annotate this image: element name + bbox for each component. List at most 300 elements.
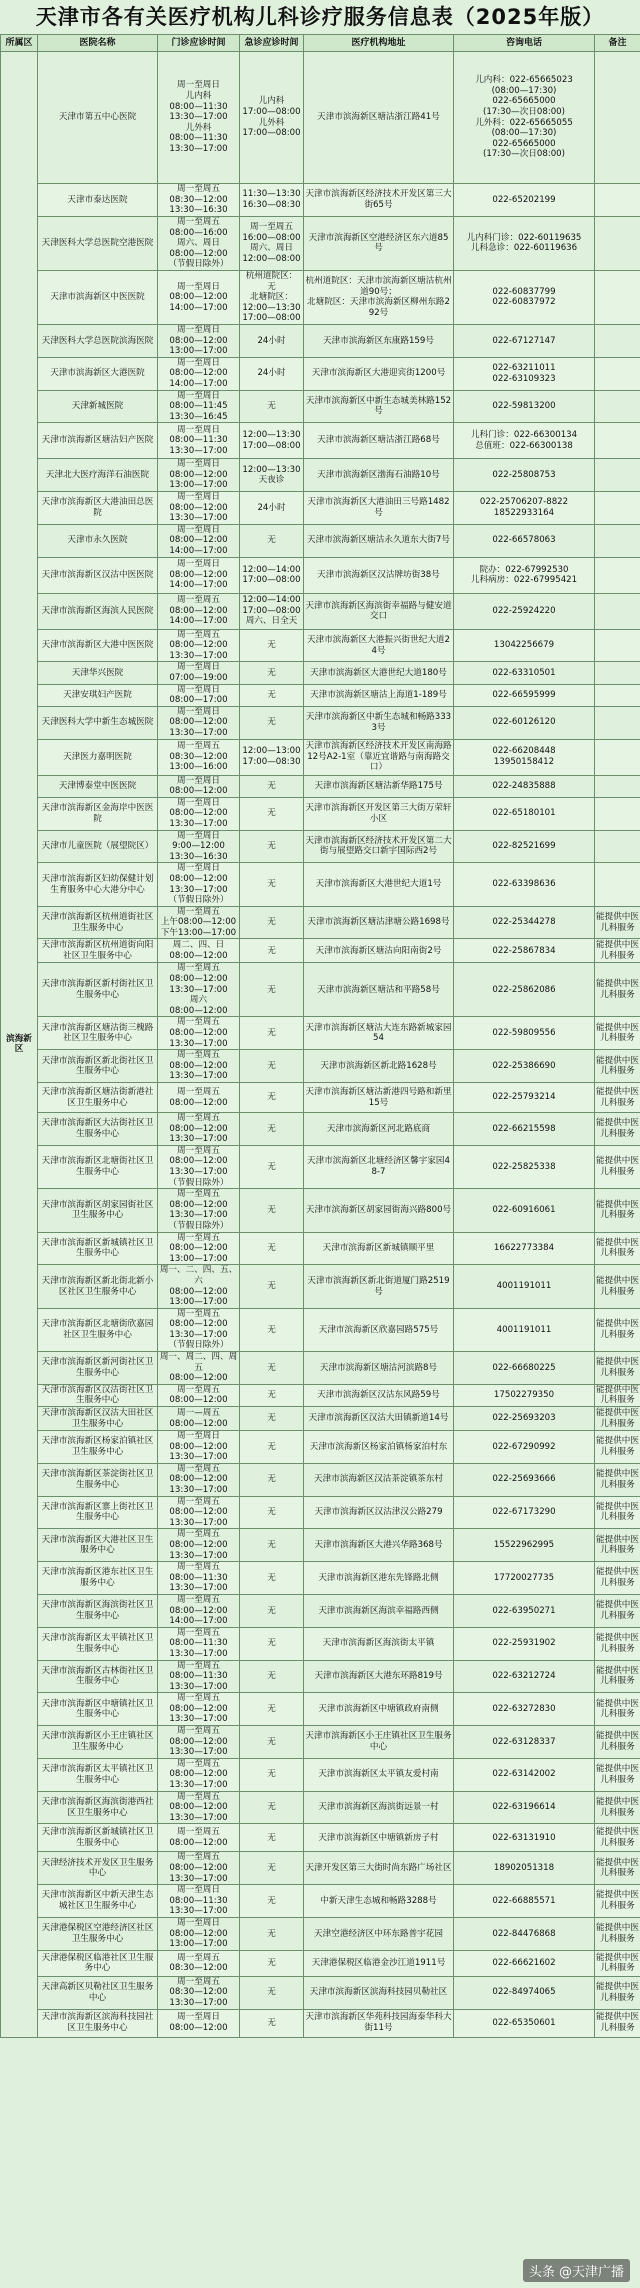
note-cell xyxy=(595,423,640,459)
address-cell: 天津市滨海新区华苑科技园海泰华科大街11号 xyxy=(304,2009,454,2037)
er-hours-cell: 儿内科 17:00—08:00 儿外科 17:00—08:00 xyxy=(240,52,304,184)
phone-cell: 022-65202199 xyxy=(454,184,595,217)
note-cell: 能提供中医儿科服务 xyxy=(596,1384,639,1406)
hospital-name-cell: 天津市滨海新区塘沽街新港社区卫生服务中心 xyxy=(38,1083,158,1113)
er-hours-cell: 24小时 xyxy=(240,357,304,390)
er-hours-cell: 12:00—13:30 17:00—08:00 xyxy=(240,423,304,459)
address-cell: 天津市滨海新区大港世纪大道1号 xyxy=(304,863,454,906)
note-cell: 能提供中医儿科服务 xyxy=(595,1852,640,1885)
hospital-name-cell: 天津市滨海新区海滨人民医院 xyxy=(38,593,158,629)
table-row xyxy=(1,1050,640,1083)
phone-cell: 022-25808753 xyxy=(454,459,595,492)
note-cell: 能提供中医儿科服务 xyxy=(595,1976,640,2009)
note-cell xyxy=(595,270,640,324)
address-cell: 杭州道院区：天津市滨海新区塘沽杭州道90号； 北塘院区：天津市滨海新区柳州东路292号 xyxy=(304,270,454,324)
opd-hours-cell: 周一至周五 08:00—11:30 13:30—17:00 xyxy=(158,1562,240,1595)
table-row xyxy=(1,684,640,706)
phone-cell: 022-25386690 xyxy=(454,1050,595,1083)
er-hours-cell: 无 xyxy=(240,906,304,939)
opd-hours-cell: 周一至周日 08:00—12:00 14:00—17:00 xyxy=(158,557,240,593)
address-cell: 天津市滨海新区塘沽浙江路41号 xyxy=(304,52,454,184)
opd-hours-cell: 周一至周五 08:00—12:00 13:30—17:00 （节假日除外） xyxy=(158,1189,240,1232)
phone-cell: 022-25867834 xyxy=(454,939,595,963)
note-cell: 能提供中医儿科服务 xyxy=(595,1950,640,1976)
table-row xyxy=(1,1562,640,1595)
phone-cell: 17502279350 xyxy=(454,1384,595,1406)
address-cell: 天津市滨海新区塘沽上海道1-189号 xyxy=(304,684,454,706)
address-cell: 天津市滨海新区汉沽东风路59号 xyxy=(304,1384,454,1406)
er-hours-cell: 无 xyxy=(240,706,304,739)
table-row xyxy=(1,1885,640,1918)
table-row xyxy=(1,739,640,775)
table-row xyxy=(1,863,640,906)
er-hours-cell: 无 xyxy=(240,1017,304,1050)
note-cell: 能提供中医儿科服务 xyxy=(595,1758,640,1791)
er-hours-cell: 24小时 xyxy=(240,492,304,525)
phone-cell: 022-63310501 xyxy=(454,662,595,684)
phone-cell: 022-63950271 xyxy=(454,1594,595,1627)
er-hours-cell: 无 xyxy=(240,684,304,706)
note-cell xyxy=(595,459,640,492)
address-cell: 天津市滨海新区新北路1628号 xyxy=(304,1050,454,1083)
table-row xyxy=(1,797,640,830)
hospital-name-cell: 天津经济技术开发区卫生服务中心 xyxy=(38,1852,158,1885)
note-cell xyxy=(595,739,640,775)
phone-cell: 022-66578063 xyxy=(454,524,595,557)
table-row xyxy=(1,1627,640,1660)
opd-hours-cell: 周一至周五 08:00—12:00 xyxy=(158,1824,240,1852)
phone-cell: 022-60126120 xyxy=(454,706,595,739)
er-hours-cell: 无 xyxy=(240,1726,304,1759)
address-cell: 天津市滨海新区大港油田三号路1482号 xyxy=(304,492,454,525)
opd-hours-cell: 周一至周五 08:30—12:00 13:30—16:30 xyxy=(158,184,240,217)
er-hours-cell: 无 xyxy=(240,1529,304,1562)
phone-cell: 022-67290992 xyxy=(454,1431,595,1464)
er-hours-cell: 无 xyxy=(240,1308,304,1351)
table-row xyxy=(1,1594,640,1627)
er-hours-cell: 无 xyxy=(240,629,304,662)
hospital-name-cell: 天津医力嘉明医院 xyxy=(38,739,158,775)
er-hours-cell: 无 xyxy=(240,1660,304,1693)
hospital-name-cell: 天津市泰达医院 xyxy=(38,184,158,217)
hospital-name-cell: 天津市滨海新区北塘街欣嘉园社区卫生服务中心 xyxy=(38,1308,158,1351)
note-cell: 能提供中医儿科服务 xyxy=(595,1017,640,1050)
opd-hours-cell: 周一、二、四、五、六 08:00—12:00 13:00—17:00 xyxy=(158,1265,240,1308)
er-hours-cell: 12:00—14:00 17:00—08:00 周六、日全天 xyxy=(240,593,304,629)
table-row xyxy=(1,1852,640,1885)
er-hours-cell: 无 xyxy=(240,1050,304,1083)
hospital-name-cell: 天津华兴医院 xyxy=(38,662,158,684)
table-row xyxy=(1,217,640,271)
address-cell: 天津市滨海新区大港振兴街世纪大道24号 xyxy=(304,629,454,662)
col-header-note: 备注 xyxy=(595,35,640,52)
hospital-name-cell: 天津市滨海新区汉沽街社区卫生服务中心 xyxy=(38,1384,158,1406)
opd-hours-cell: 周一至周五 08:30—12:00 13:30—17:00 xyxy=(158,1976,240,2009)
opd-hours-cell: 周一至周日 08:00—17:00 xyxy=(158,684,240,706)
hospital-name-cell: 天津市永久医院 xyxy=(38,524,158,557)
opd-hours-cell: 周一、周二、四、周五 08:00—12:00 xyxy=(158,1352,240,1385)
phone-cell: 022-63128337 xyxy=(454,1726,595,1759)
phone-cell: 022-59809556 xyxy=(454,1017,595,1050)
table-row xyxy=(1,1352,640,1385)
phone-cell: 18902051318 xyxy=(454,1852,595,1885)
hospital-name-cell: 天津高新区贝勒社区卫生服务中心 xyxy=(38,1976,158,2009)
er-hours-cell: 无 xyxy=(240,1594,304,1627)
hospital-name-cell: 天津市滨海新区大沽街社区卫生服务中心 xyxy=(38,1113,158,1146)
er-hours-cell: 无 xyxy=(240,1562,304,1595)
table-row xyxy=(1,1917,640,1950)
table-row xyxy=(1,459,640,492)
table-row xyxy=(1,706,640,739)
opd-hours-cell: 周一至周日 07:00—19:00 xyxy=(158,662,240,684)
address-cell: 天津市滨海新区塘沽浙江路68号 xyxy=(304,423,454,459)
er-hours-cell: 12:00—14:00 17:00—08:00 xyxy=(240,557,304,593)
phone-cell: 4001191011 xyxy=(454,1265,595,1308)
table-row xyxy=(1,775,640,797)
opd-hours-cell: 周一至周五 08:00—12:00 13:30—17:00 xyxy=(158,1050,240,1083)
address-cell: 天津市滨海新区河北路底商 xyxy=(304,1113,454,1146)
address-cell: 天津市滨海新区汉沽大田镇新道14号 xyxy=(304,1407,454,1431)
er-hours-cell: 周一至周五 16:00—08:00 周六、周日 12:00—08:00 xyxy=(240,217,304,271)
note-cell: 能提供中医儿科服务 xyxy=(595,963,640,1017)
phone-cell: 022-67127147 xyxy=(454,324,595,357)
table-row xyxy=(1,1791,640,1824)
phone-cell: 022-66595999 xyxy=(454,684,595,706)
address-cell: 天津市滨海新区大港东环路819号 xyxy=(304,1660,454,1693)
table-row xyxy=(1,939,640,963)
phone-cell: 022-25825338 xyxy=(454,1145,595,1188)
opd-hours-cell: 周一至周五 08:30—12:00 13:00—16:00 xyxy=(158,739,240,775)
table-row xyxy=(1,1384,640,1406)
address-cell: 天津市滨海新区渤海石油路10号 xyxy=(304,459,454,492)
opd-hours-cell: 周一至周日 08:00—12:00 xyxy=(158,2009,240,2037)
hospital-name-cell: 天津市滨海新区小王庄镇社区卫生服务中心 xyxy=(38,1726,158,1759)
phone-cell: 022-66621602 xyxy=(454,1950,595,1976)
address-cell: 天津市滨海新区海滨幸福路西侧 xyxy=(304,1594,454,1627)
table-row xyxy=(1,2009,640,2037)
phone-cell: 022-25344278 xyxy=(454,906,595,939)
note-cell xyxy=(595,684,640,706)
phone-cell: 022-25931902 xyxy=(454,1627,595,1660)
note-cell: 能提供中医儿科服务 xyxy=(595,1145,640,1188)
note-cell: 能提供中医儿科服务 xyxy=(595,1594,640,1627)
opd-hours-cell: 周二、四、日 08:00—12:00 xyxy=(158,939,240,963)
table-row xyxy=(1,1017,640,1050)
address-cell: 天津开发区第三大街时尚东路广场社区 xyxy=(304,1852,454,1885)
phone-cell: 儿内科门诊：022-60119635 儿科急诊：022-60119636 xyxy=(454,217,595,271)
hospital-name-cell: 天津市滨海新区北塘街社区卫生服务中心 xyxy=(38,1145,158,1188)
er-hours-cell: 12:00—13:30 天夜诊 xyxy=(240,459,304,492)
note-cell xyxy=(595,184,640,217)
table-row xyxy=(1,1407,640,1431)
address-cell: 天津市滨海新区空港经济区东六道85号 xyxy=(304,217,454,271)
hospital-name-cell: 天津市滨海新区大港社区卫生服务中心 xyxy=(38,1529,158,1562)
opd-hours-cell: 周一至周五 08:00—12:00 13:30—17:00 xyxy=(158,1726,240,1759)
hospital-name-cell: 天津市滨海新区寨上街社区卫生服务中心 xyxy=(38,1496,158,1529)
phone-cell: 022-59813200 xyxy=(454,390,595,423)
note-cell xyxy=(595,830,640,863)
opd-hours-cell: 周一至周五 08:00—12:00 13:00—17:00 xyxy=(158,1232,240,1265)
er-hours-cell: 无 xyxy=(240,1083,304,1113)
col-header-address: 医疗机构地址 xyxy=(304,35,454,52)
table-row xyxy=(1,963,640,1017)
note-cell xyxy=(595,775,640,797)
opd-hours-cell: 周一至周五 08:00—12:00 13:30—17:00 xyxy=(158,1693,240,1726)
table-row xyxy=(1,1145,640,1188)
table-row xyxy=(1,1463,640,1496)
note-cell: 能提供中医儿科服务 xyxy=(595,2009,640,2037)
phone-cell: 022-24835888 xyxy=(454,775,595,797)
note-cell: 能提供中医儿科服务 xyxy=(595,1463,640,1496)
hospital-name-cell: 天津市滨海新区塘沽街三槐路社区卫生服务中心 xyxy=(38,1017,158,1050)
phone-cell: 022-25693203 xyxy=(454,1407,595,1431)
er-hours-cell: 无 xyxy=(240,963,304,1017)
address-cell: 天津市滨海新区塘沽永久道东大街7号 xyxy=(304,524,454,557)
er-hours-cell: 无 xyxy=(240,1824,304,1852)
note-cell: 能提供中医儿科服务 xyxy=(595,1791,640,1824)
service-table xyxy=(0,34,640,2038)
table-row xyxy=(1,1976,640,2009)
note-cell xyxy=(595,863,640,906)
table-row xyxy=(1,1083,640,1113)
er-hours-cell: 无 xyxy=(240,1463,304,1496)
hospital-name-cell: 天津市滨海新区胡家园街社区卫生服务中心 xyxy=(38,1189,158,1232)
table-row xyxy=(1,270,640,324)
er-hours-cell: 无 xyxy=(240,830,304,863)
er-hours-cell: 无 xyxy=(240,775,304,797)
er-hours-cell: 无 xyxy=(240,1431,304,1464)
hospital-name-cell: 天津市滨海新区汉沽中医医院 xyxy=(38,557,158,593)
phone-cell: 022-84974065 xyxy=(454,1976,595,2009)
opd-hours-cell: 周一至周日 08:00—12:00 13:00—17:00 xyxy=(158,324,240,357)
address-cell: 天津市滨海新区新北街道厦门路2519号 xyxy=(304,1265,454,1308)
table-row xyxy=(1,184,640,217)
phone-cell: 022-63212724 xyxy=(454,1660,595,1693)
phone-cell: 022-67173290 xyxy=(454,1496,595,1529)
opd-hours-cell: 周一至周日 08:00—12:00 13:30—17:00 xyxy=(158,797,240,830)
address-cell: 天津市滨海新区海滨街远景一村 xyxy=(304,1791,454,1824)
er-hours-cell: 无 xyxy=(240,2009,304,2037)
note-cell xyxy=(595,52,640,184)
hospital-name-cell: 天津市滨海新区中塘镇社区卫生服务中心 xyxy=(38,1693,158,1726)
er-hours-cell: 无 xyxy=(240,1352,304,1385)
er-hours-cell: 无 xyxy=(240,1189,304,1232)
address-cell: 天津市滨海新区中塘镇政府南侧 xyxy=(304,1693,454,1726)
note-cell xyxy=(595,524,640,557)
opd-hours-cell: 周一至周五 08:00—12:00 xyxy=(158,1083,240,1113)
er-hours-cell: 无 xyxy=(240,1917,304,1950)
note-cell: 能提供中医儿科服务 xyxy=(595,1693,640,1726)
table-row xyxy=(1,324,640,357)
hospital-name-cell: 天津市滨海新区太平镇社区卫生服务中心 xyxy=(38,1627,158,1660)
hospital-name-cell: 天津市滨海新区金海岸中医医院 xyxy=(38,797,158,830)
er-hours-cell: 无 xyxy=(240,1791,304,1824)
er-hours-cell: 无 xyxy=(240,524,304,557)
note-cell: 能提供中医儿科服务 xyxy=(595,1431,640,1464)
hospital-name-cell: 天津港保税区空港经济区社区卫生服务中心 xyxy=(38,1917,158,1950)
table-row xyxy=(1,1189,640,1232)
er-hours-cell: 无 xyxy=(240,863,304,906)
er-hours-cell: 杭州道院区： 无 北塘院区： 12:00—13:30 17:00—08:00 xyxy=(240,270,304,324)
er-hours-cell: 无 xyxy=(240,1113,304,1146)
hospital-name-cell: 天津市滨海新区塘沽妇产医院 xyxy=(38,423,158,459)
hospital-name-cell: 天津市滨海新区中新天津生态城社区卫生服务中心 xyxy=(38,1885,158,1918)
phone-cell: 022-25924220 xyxy=(454,593,595,629)
table-row xyxy=(1,662,640,684)
opd-hours-cell: 周一至周五 08:00—16:00 周六、周日 08:00—12:00 （节假日除外） xyxy=(158,217,240,271)
note-cell xyxy=(595,629,640,662)
address-cell: 天津市滨海新区港东先锋路北侧 xyxy=(304,1562,454,1595)
hospital-name-cell: 天津市滨海新区杭州道街社区卫生服务中心 xyxy=(38,906,158,939)
table-row xyxy=(1,357,640,390)
hospital-name-cell: 天津市滨海新区新城镇社区卫生服务中心 xyxy=(38,1232,158,1265)
opd-hours-cell: 周一至周日 08:00—12:00 13:30—17:00 xyxy=(158,706,240,739)
phone-cell: 13042256679 xyxy=(454,629,595,662)
phone-cell: 022-66680225 xyxy=(454,1352,595,1385)
er-hours-cell: 无 xyxy=(240,1384,304,1406)
hospital-name-cell: 天津市滨海新区大港中医医院 xyxy=(38,629,158,662)
phone-cell: 022-65180101 xyxy=(454,797,595,830)
note-cell xyxy=(595,357,640,390)
opd-hours-cell: 周一至周日 08:00—11:30 13:30—17:00 xyxy=(158,1885,240,1918)
address-cell: 天津市滨海新区太平镇友爱村南 xyxy=(304,1758,454,1791)
hospital-name-cell: 天津市滨海新区新河街社区卫生服务中心 xyxy=(38,1352,158,1385)
opd-hours-cell: 周一至周五 08:00—12:00 13:30—17:00 xyxy=(158,1017,240,1050)
opd-hours-cell: 周一至周五 08:00—12:00 13:30—17:00 xyxy=(158,1463,240,1496)
hospital-name-cell: 天津市滨海新区新北街社区卫生服务中心 xyxy=(38,1050,158,1083)
note-cell xyxy=(595,492,640,525)
hospital-name-cell: 天津市滨海新区新城镇社区卫生服务中心 xyxy=(38,1824,158,1852)
note-cell xyxy=(595,324,640,357)
phone-cell: 022-63196614 xyxy=(454,1791,595,1824)
note-cell: 能提供中医儿科服务 xyxy=(595,1627,640,1660)
hospital-name-cell: 天津港保税区临港社区卫生服务中心 xyxy=(38,1950,158,1976)
er-hours-cell: 无 xyxy=(240,1950,304,1976)
table-header-row xyxy=(1,35,640,52)
region-cell: 滨海新区 xyxy=(1,52,38,2038)
er-hours-cell: 无 xyxy=(240,662,304,684)
opd-hours-cell: 周一至周五 08:00—12:00 13:30—17:00 xyxy=(158,1758,240,1791)
er-hours-cell: 无 xyxy=(240,797,304,830)
hospital-name-cell: 天津市儿童医院（展望院区） xyxy=(38,830,158,863)
phone-cell: 022-66208448 13950158412 xyxy=(454,739,595,775)
address-cell: 天津市滨海新区中塘镇新房子村 xyxy=(304,1824,454,1852)
opd-hours-cell: 周一至周日 9:00—12:00 13:30—16:30 xyxy=(158,830,240,863)
er-hours-cell: 无 xyxy=(240,1232,304,1265)
address-cell: 天津市滨海新区滨海科技园贝勒社区 xyxy=(304,1976,454,2009)
hospital-name-cell: 天津安琪妇产医院 xyxy=(38,684,158,706)
note-cell: 能提供中医儿科服务 xyxy=(596,1407,639,1429)
er-hours-cell: 无 xyxy=(240,1407,304,1431)
er-hours-cell: 无 xyxy=(240,390,304,423)
address-cell: 天津市滨海新区汉沽茶淀镇茶东村 xyxy=(304,1463,454,1496)
col-header-hospital: 医院名称 xyxy=(38,35,158,52)
table-row xyxy=(1,1950,640,1976)
table-row xyxy=(1,1824,640,1852)
table-row xyxy=(1,423,640,459)
table-body xyxy=(1,52,640,2038)
phone-cell: 022-63398636 xyxy=(454,863,595,906)
opd-hours-cell: 周一至周日 08:00—12:00 13:30—17:00 xyxy=(158,492,240,525)
phone-cell: 15522962995 xyxy=(454,1529,595,1562)
note-cell: 能提供中医儿科服务 xyxy=(595,1726,640,1759)
table-row xyxy=(1,390,640,423)
address-cell: 天津市滨海新区新城镇顺平里 xyxy=(304,1232,454,1265)
er-hours-cell: 无 xyxy=(240,1627,304,1660)
er-hours-cell: 12:00—13:00 17:00—08:30 xyxy=(240,739,304,775)
phone-cell: 022-63142002 xyxy=(454,1758,595,1791)
table-row xyxy=(1,492,640,525)
table-row xyxy=(1,1693,640,1726)
phone-cell: 022-66885571 xyxy=(454,1885,595,1918)
address-cell: 天津港保税区临港金沙江道1911号 xyxy=(304,1950,454,1976)
note-cell: 能提供中医儿科服务 xyxy=(595,1083,640,1113)
phone-cell: 17720027735 xyxy=(454,1562,595,1595)
address-cell: 天津市滨海新区经济技术开发区第三大街65号 xyxy=(304,184,454,217)
opd-hours-cell: 周一至周五 08:00—12:00 14:00—17:00 xyxy=(158,1594,240,1627)
hospital-name-cell: 天津市滨海新区滨海科技园社区卫生服务中心 xyxy=(38,2009,158,2037)
hospital-name-cell: 天津市滨海新区杨家泊镇社区卫生服务中心 xyxy=(38,1431,158,1464)
address-cell: 天津市滨海新区塘沽和平路58号 xyxy=(304,963,454,1017)
opd-hours-cell: 周一至周日 儿内科 08:00—11:30 13:30—17:00 儿外科 08:00—11:30 13:30—17:00 xyxy=(158,52,240,184)
note-cell: 能提供中医儿科服务 xyxy=(595,1352,640,1385)
address-cell: 天津市滨海新区塘沽河滨路8号 xyxy=(304,1352,454,1385)
er-hours-cell: 无 xyxy=(240,939,304,963)
phone-cell: 022-63211011 022-63109323 xyxy=(454,357,595,390)
hospital-name-cell: 天津新城医院 xyxy=(38,390,158,423)
opd-hours-cell: 周一至周五 08:00—12:00 xyxy=(158,1384,240,1406)
hospital-name-cell: 天津市滨海新区茶淀街社区卫生服务中心 xyxy=(38,1463,158,1496)
opd-hours-cell: 周一至周日 08:00—11:45 13:30—16:45 xyxy=(158,390,240,423)
phone-cell: 022-60916061 xyxy=(454,1189,595,1232)
hospital-name-cell: 天津医科大学中新生态城医院 xyxy=(38,706,158,739)
opd-hours-cell: 周一至周日 08:00—12:00 xyxy=(158,775,240,797)
er-hours-cell: 无 xyxy=(240,1265,304,1308)
table-row xyxy=(1,52,640,184)
note-cell: 能提供中医儿科服务 xyxy=(595,1529,640,1562)
opd-hours-cell: 周一至周五 08:00—12:00 13:30—17:00 xyxy=(158,629,240,662)
er-hours-cell: 无 xyxy=(240,1885,304,1918)
address-cell: 天津市滨海新区汉沽牌坊街38号 xyxy=(304,557,454,593)
hospital-name-cell: 天津医科大学总医院滨海医院 xyxy=(38,324,158,357)
opd-hours-cell: 周一至周五 08:00—12:00 13:30—17:00 xyxy=(158,1529,240,1562)
opd-hours-cell: 周一至周日 08:00—12:00 13:30—17:00 （节假日除外） xyxy=(158,863,240,906)
note-cell: 能提供中医儿科服务 xyxy=(595,1562,640,1595)
address-cell: 天津空港经济区中环东路普宇花园 xyxy=(304,1917,454,1950)
address-cell: 天津市滨海新区胡家园街海兴路800号 xyxy=(304,1189,454,1232)
hospital-name-cell: 天津市滨海新区古林街社区卫生服务中心 xyxy=(38,1660,158,1693)
table-row xyxy=(1,1496,640,1529)
opd-hours-cell: 周一至周五 08:00—12:00 13:30—17:00 （节假日除外） xyxy=(158,1308,240,1351)
phone-cell: 16622773384 xyxy=(454,1232,595,1265)
address-cell: 天津市滨海新区塘沽新华路175号 xyxy=(304,775,454,797)
table-row xyxy=(1,1431,640,1464)
hospital-name-cell: 天津市第五中心医院 xyxy=(38,52,158,184)
hospital-name-cell: 天津市滨海新区太平镇社区卫生服务中心 xyxy=(38,1758,158,1791)
address-cell: 天津市滨海新区塘沽大连东路新城家园54 xyxy=(304,1017,454,1050)
note-cell: 能提供中医儿科服务 xyxy=(595,1660,640,1693)
opd-hours-cell: 周一至周五 08:00—12:00 13:30—17:00 xyxy=(158,1113,240,1146)
phone-cell: 022-66215598 xyxy=(454,1113,595,1146)
address-cell: 天津市滨海新区中新生态城美林路152号 xyxy=(304,390,454,423)
note-cell: 能提供中医儿科服务 xyxy=(595,1265,640,1308)
table-row xyxy=(1,557,640,593)
address-cell: 中新天津生态城和畅路3288号 xyxy=(304,1885,454,1918)
opd-hours-cell: 周一至周五 08:00—12:00 14:00—17:00 xyxy=(158,593,240,629)
phone-cell: 022-25793214 xyxy=(454,1083,595,1113)
opd-hours-cell: 周一—周五 08:00—12:00 xyxy=(158,1407,240,1431)
opd-hours-cell: 周一至周五 上午08:00—12:00 下午13:00—17:00 xyxy=(158,906,240,939)
